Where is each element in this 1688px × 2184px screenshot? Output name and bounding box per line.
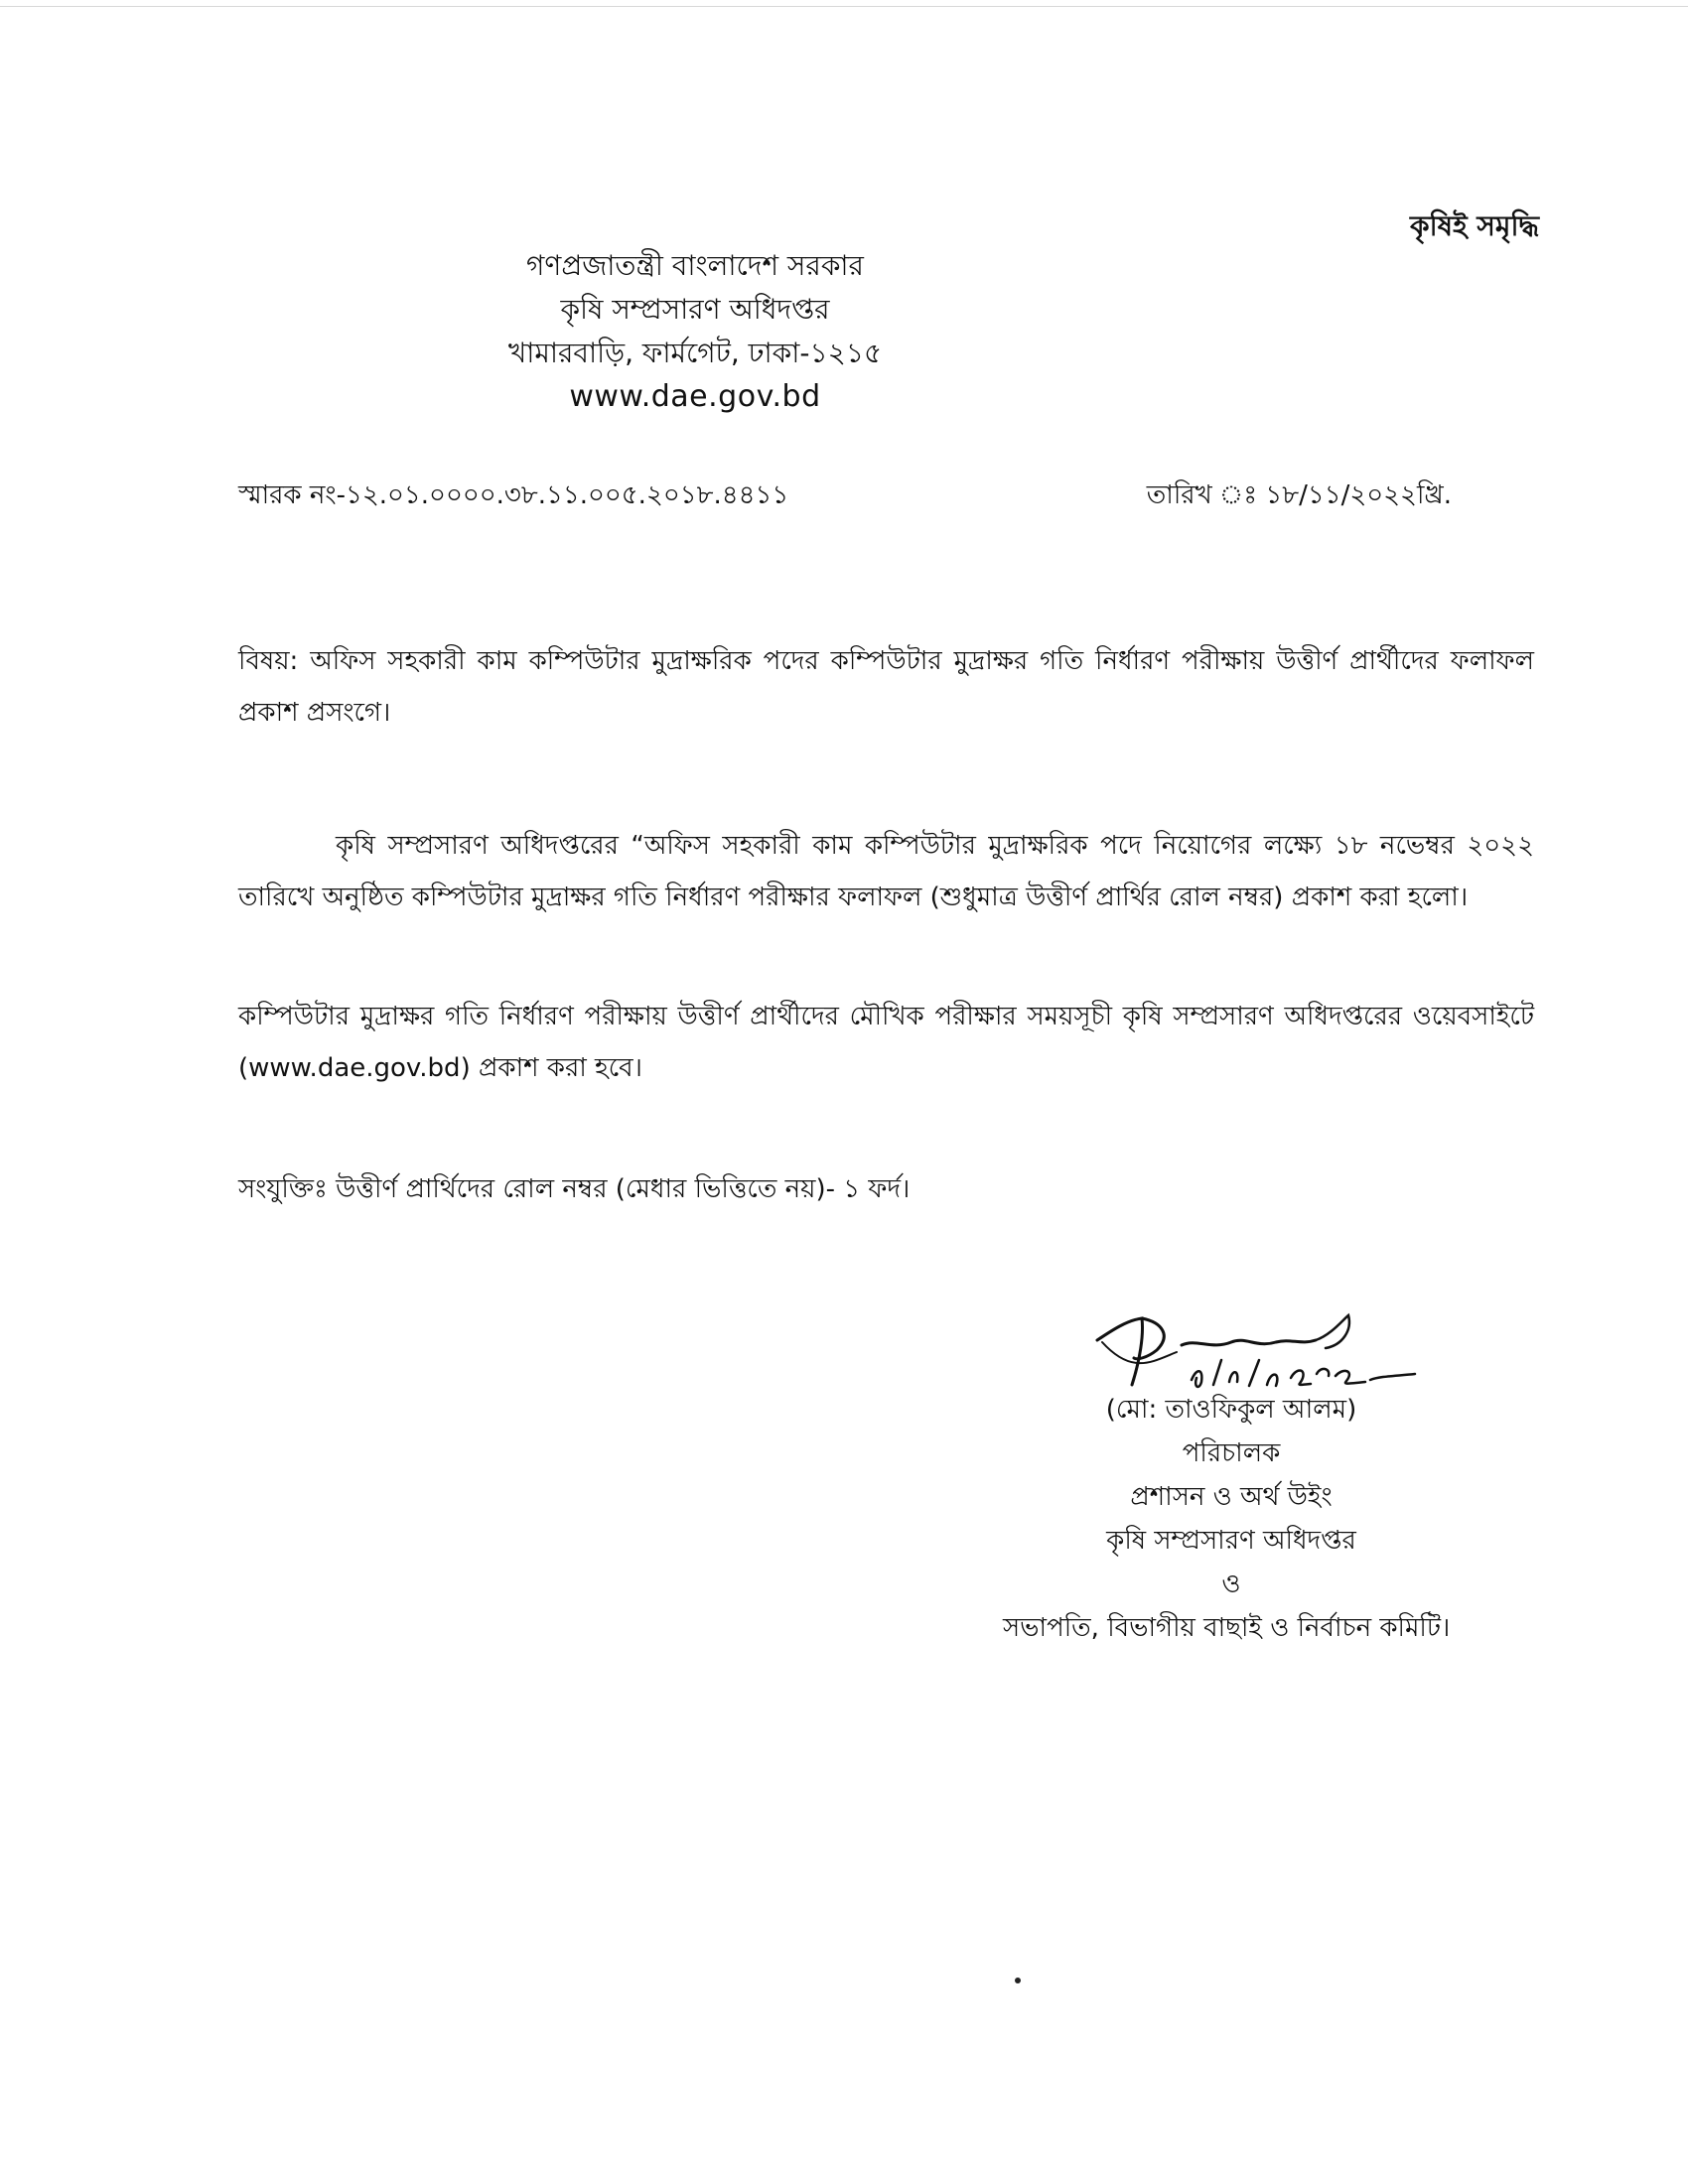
letterhead-government: গণপ্রজাতন্ত্রী বাংলাদেশ সরকার [526, 249, 864, 282]
memo-date: তারিখ ঃ ১৮/১১/২০২২খ্রি. [1146, 480, 1452, 510]
scan-speck [1015, 1978, 1021, 1983]
attachment-note: সংযুক্তিঃ উত্তীর্ণ প্রার্থিদের রোল নম্বর (মেধার ভিত্তিতে নয়)- ১ ফর্দ। [238, 1174, 911, 1204]
letterhead-address: খামারবাড়ি, ফার্মগেট, ঢাকা-১২১৫ [507, 337, 883, 369]
motto: কৃষিই সমৃদ্ধি [1410, 209, 1539, 242]
subject-line: বিষয়: অফিস সহকারী কাম কম্পিউটার মুদ্রাক্ষরিক পদের কম্পিউটার মুদ্রাক্ষর গতি নির্ধারণ পরীক্ষায় উত্তীর্ণ প্রার্থীদের ফলাফল প্রকাশ প্রসংগে। [238, 646, 1534, 728]
letterhead-website: www.dae.gov.bd [569, 379, 821, 414]
memo-reference-number: স্মারক নং-১২.০১.০০০০.৩৮.১১.০০৫.২০১৮.৪৪১১ [238, 480, 789, 510]
letterhead [0, 244, 1688, 419]
signatory-committee: সভাপতি, বিভাগীয় বাছাই ও নির্বাচন কমিটি। [1003, 1613, 1451, 1643]
signatory-department: কৃষি সম্প্রসারণ অধিদপ্তর [1106, 1526, 1356, 1556]
body-paragraph-2: কম্পিউটার মুদ্রাক্ষর গতি নির্ধারণ পরীক্ষায় উত্তীর্ণ প্রার্থীদের মৌখিক পরীক্ষার সময়সূচী কৃষি সম্প্রসারণ অধিদপ্তরের ওয়েবসাইটে (www.dae.gov.bd) প্রকাশ করা হবে। [238, 1002, 1534, 1083]
signatory-title: পরিচালক [1182, 1438, 1281, 1468]
letterhead-department: কৃষি সম্প্রসারণ অধিদপ্তর [560, 293, 830, 326]
signatory-wing: প্রশাসন ও অর্থ উইং [1130, 1482, 1333, 1512]
signatory-conjunction: ও [1221, 1570, 1241, 1599]
scan-edge-line [0, 6, 1688, 7]
signatory-name: (মো: তাওফিকুল আলম) [1105, 1395, 1357, 1425]
signature-block [948, 1388, 1514, 1650]
body-paragraph-1: কৃষি সম্প্রসারণ অধিদপ্তরের “অফিস সহকারী কাম কম্পিউটার মুদ্রাক্ষরিক পদে নিয়োগের লক্ষ্যে ১৮ নভেম্বর ২০২২ তারিখে অনুষ্ঠিত কম্পিউটার মুদ্রাক্ষর গতি নির্ধারণ পরীক্ষার ফলাফল (শুধুমাত্র উত্তীর্ণ প্রার্থির রোল নম্বর) প্রকাশ করা হলো। [238, 831, 1534, 912]
